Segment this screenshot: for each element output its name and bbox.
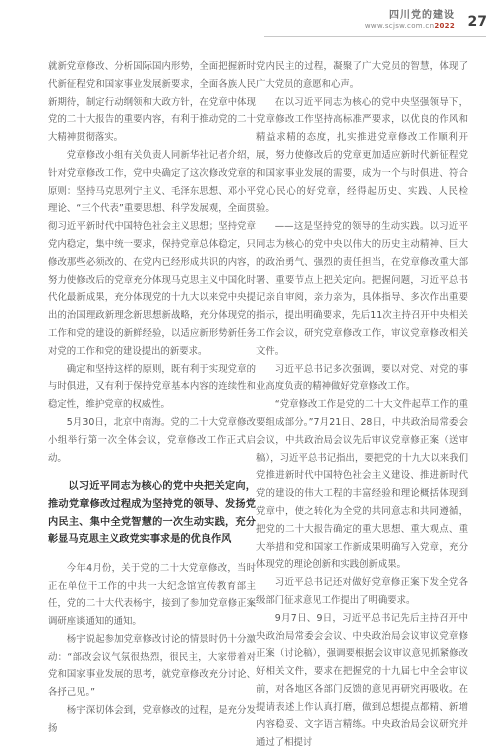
body-paragraph: 党内民主的过程，凝聚了广大党员的智慧，体现了广大党员的意愿和心声。 (256, 61, 468, 90)
magazine-url-line (365, 22, 455, 30)
page-number: 27 (467, 14, 487, 30)
body-paragraph: 就新党章修改、分析国际国内形势，全面把握新时代新征程党和国家事业发展新要求，全面各族人民新期待，制定行动纲领和大政方针，在党章中体现党的二十大报告的重要内容，有利于推动党的二十大精神贯彻落实。 (48, 61, 256, 144)
body-paragraph: 杨宇说起参加党章修改讨论的情景时仍十分激动：“部改会议气氛很热烈，很民主，大家带着对党和国家事业发展的思考，就党章修改充分讨论、各抒己见。” (48, 633, 256, 699)
body-paragraph: 习近平总书记还对做好党章修正案下发全党各级部门征求意见工作提出了明确要求。 (256, 577, 468, 606)
body-paragraph: 在以习近平同志为核心的党中央坚强领导下，党章修改工作坚持高标准严要求，以优良的作风和精益求精的态度，扎实推进党章修改工作顺利开展，努力使修改后的党章更加适应新时代新征程党和国家事业发展的需要，成为一个与时俱进、符合党心民心的好党章，经得起历史、实践、人民检验。 (256, 96, 468, 215)
body-paragraph: 杨宇深切体会到，党章修改的过程，是充分发扬 (48, 705, 256, 734)
body-paragraph: 5月30日，北京中南海。党的二十大党章修改小组举行第一次全体会议，党章修改工作正式启动。 (48, 416, 256, 464)
header-divider (264, 36, 486, 37)
magazine-url: www.scjsw.com.cn (364, 22, 435, 30)
body-paragraph: 党章修改小组有关负责人同新华社记者介绍，针对党章修改工作，党中央确定了这次修改党章的原则：坚持马克思列宁主义、毛泽东思想、邓小平理论、“三个代表”重要思想、科学发展观，全面贯彻习近平新时代中国特色社会主义思想；坚持党章党内稳定，集中统一要求，保持党章总体稳定，只修改那些必须改的、在党内已经形成共识的内容，努力使修改后的党章充分体现马克思主义中国化时代化最新成果，充分体现党的十九大以来党中央提出的治国理政新理念新思想新战略，充分体现党的工作和党的建设的新鲜经验，以适应新形势新任务对党的工作和党的建设提出的新要求。 (48, 149, 256, 357)
body-paragraph: 习近平总书记多次强调，要以对党、对党的事业高度负责的精神做好党章修改工作。 (256, 363, 468, 393)
body-paragraph: “党章修改工作是党的二十大文件起草工作的重要组成部分。”7月21日、28日，中共政治局常委会会议，中共政治局会议先后审议党章修正案（送审稿），习近平总书记指出，要把党的十九大以来我们党推进新时代中国特色社会主义建设、推进新时代党的建设的伟大工程的丰富经验和理论概括体现到党章中，使之转化为全党的共同意志和共同遵循，把党的二十大报告确定的重大思想、重大观点、重大举措和党和国家工作新成果明确写入党章，充分体现党的理论创新和实践创新成果。 (256, 399, 468, 571)
body-paragraph: 今年4月份，关于党的二十大党章修改，当时正在单位干工作的中共一大纪念馆宣传教育部主任，党的二十大代表杨宇，接到了参加党章修正案调研座谈通知的通知。 (48, 562, 256, 628)
section-subheading: 以习近平同志为核心的党中央把关定向，推动党章修改过程成为坚持党的领导、发扬党内民主、集中全党智慧的一次生动实践，充分彰显马克思主义政党实事求是的优良作风 (48, 481, 256, 546)
page-header (0, 0, 503, 56)
body-paragraph: 确定和坚持这样的原则，既有利于实现党章的与时俱进，又有利于保持党章基本内容的连续性和稳定性，维护党章的权威性。 (48, 363, 256, 411)
left-column (48, 58, 256, 738)
body-paragraph: ——这是坚持党的领导的生动实践。以习近平同志为核心的党中央以伟大的历史主动精神、巨大的政治勇气、强烈的责任担当，在党章修改重大部署、重要节点上把关定向。把握问题，习近平总书记亲自审阅，亲力亲为，具体指导、多次作出重要指示，提出明确要求，先后11次主持召开中央相关工作会议，研究党章修改工作，审议党章修改相关文件。 (256, 221, 468, 357)
magazine-title: 四川党的建设 (389, 10, 455, 21)
right-column (256, 58, 468, 752)
issue-number: 2022 (434, 22, 455, 30)
body-paragraph: 9月7日、9日，习近平总书记先后主持召开中央政治局常委会会议、中央政治局会议审议党章修正案（讨论稿），强调要根据会议审议意见抓紧修改好相关文件，要求在把握党的十九届七中全会审议前，对各地区各部门反馈的意见再研究再吸收。在提请表述上作认真打磨，做到总想提点都精、新增内容稳妥、文字语言精练。中央政治局会议研究并通过了相提讨 (256, 612, 468, 749)
